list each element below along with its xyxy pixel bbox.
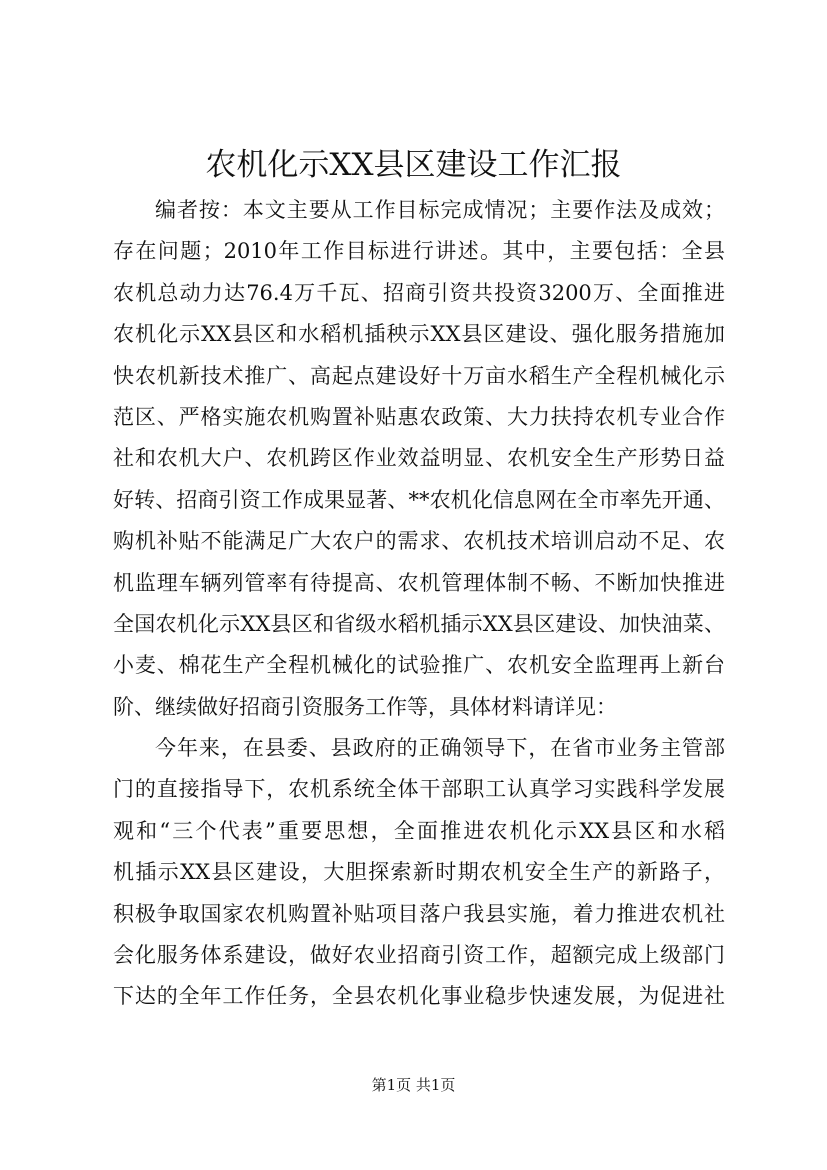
text-line: 全国农机化示XX县区和省级水稻机插示XX县区建设、加快油菜、 [113,611,725,636]
text-line: 机插示XX县区建设，大胆探索新时期农机安全生产的新路子， [113,860,725,885]
document-title: 农机化示XX县区建设工作汇报 [205,147,622,183]
page-footer: 第1页 共1页 [371,1076,456,1094]
document-body [113,190,725,1018]
text-line: 积极争取国家农机购置补贴项目落户我县实施，着力推进农机社 [113,901,725,926]
text-line: 观和“三个代表”重要思想，全面推进农机化示XX县区和水稻 [113,818,725,843]
text-line: 下达的全年工作任务，全县农机化事业稳步快速发展，为促进社 [113,984,725,1009]
text-line: 好转、招商引资工作成果显著、**农机化信息网在全市率先开通、 [113,487,725,512]
text-line: 小麦、棉花生产全程机械化的试验推广、农机安全监理再上新台 [113,653,725,678]
text-line: 农机化示XX县区和水稻机插秧示XX县区建设、强化服务措施加 [113,322,725,347]
text-line: 编者按：本文主要从工作目标完成情况；主要作法及成效； [155,198,725,222]
text-line: 存在问题；2010年工作目标进行讲述。其中，主要包括：全县 [113,239,725,264]
text-line: 农机总动力达76.4万千瓦、招商引资共投资3200万、全面推进 [113,280,725,305]
text-line: 会化服务体系建设，做好农业招商引资工作，超额完成上级部门 [113,943,725,968]
text-line: 阶、继续做好招商引资服务工作等，具体材料请详见： [113,694,617,719]
text-line: 快农机新技术推广、高起点建设好十万亩水稻生产全程机械化示 [113,363,725,388]
text-line: 购机补贴不能满足广大农户的需求、农机技术培训启动不足、农 [113,529,725,554]
text-line: 今年来，在县委、县政府的正确领导下，在省市业务主管部 [155,736,725,761]
text-line: 社和农机大户、农机跨区作业效益明显、农机安全生产形势日益 [113,446,725,471]
text-line: 门的直接指导下，农机系统全体干部职工认真学习实践科学发展 [113,777,725,802]
text-line: 范区、严格实施农机购置补贴惠农政策、大力扶持农机专业合作 [113,404,725,429]
text-line: 机监理车辆列管率有待提高、农机管理体制不畅、不断加快推进 [113,570,725,595]
